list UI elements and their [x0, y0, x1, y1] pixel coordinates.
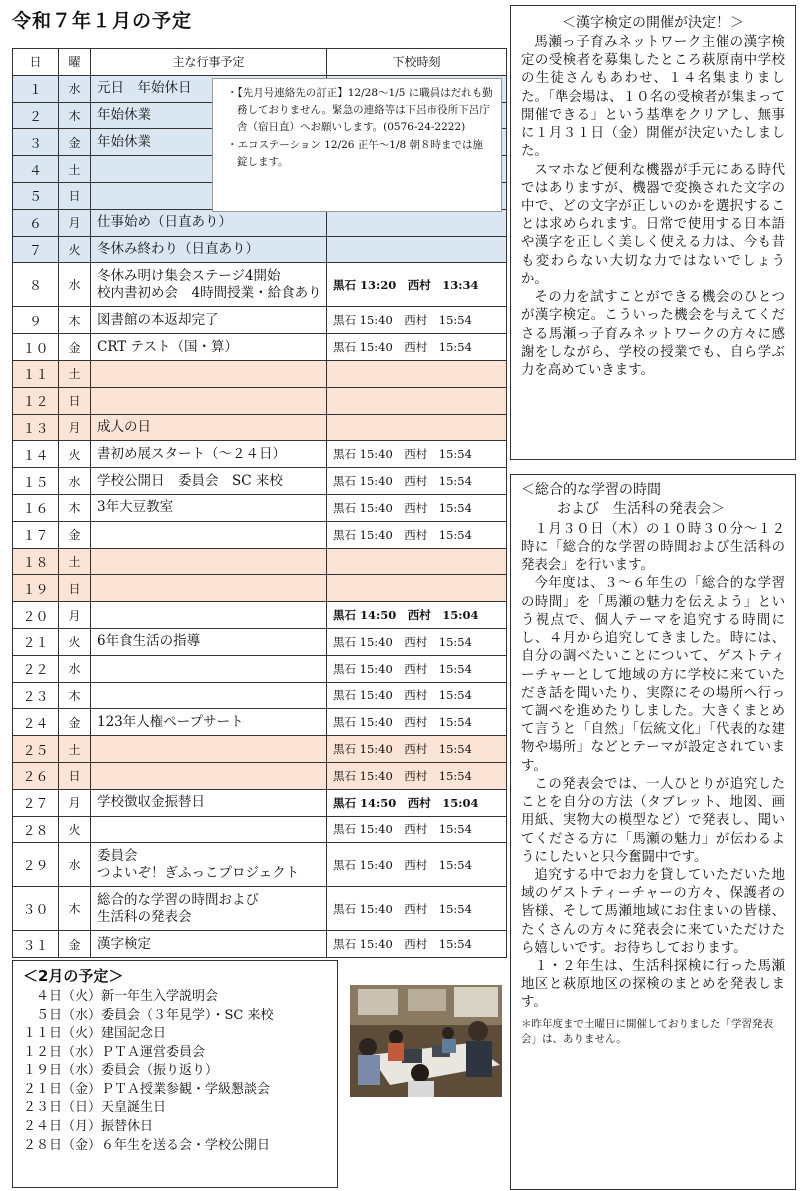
row-weekday: 火: [59, 816, 91, 843]
row-event: [91, 843, 327, 887]
table-header-row: [13, 49, 507, 76]
row-day: ２２: [13, 655, 59, 682]
row-event-main: 成人の日: [97, 419, 151, 436]
row-event: [91, 209, 327, 236]
row-event: [91, 736, 327, 763]
row-event: [91, 494, 327, 521]
row-dismissal: 黒石 15:40 西村 15:54: [327, 736, 507, 763]
table-row: [13, 843, 507, 887]
row-event-main: 年始休業: [97, 107, 151, 124]
row-day: １７: [13, 521, 59, 548]
row-day: ３０: [13, 887, 59, 931]
row-weekday: 日: [59, 762, 91, 789]
row-event-main: 123年人権ペープサート: [97, 713, 244, 730]
presentation-title-line2: および 生活科の発表会＞: [557, 500, 725, 517]
row-event: [91, 789, 327, 816]
table-row: [13, 655, 507, 682]
row-weekday: 月: [59, 602, 91, 629]
header-events: 主な行事予定: [91, 49, 327, 76]
row-event: [91, 236, 327, 263]
february-schedule-box: [12, 960, 338, 1188]
row-dismissal: 黒石 15:40 西村 15:54: [327, 468, 507, 495]
row-dismissal: 黒石 15:40 西村 15:54: [327, 307, 507, 334]
row-weekday: 水: [59, 843, 91, 887]
row-day: １４: [13, 441, 59, 468]
row-weekday: 土: [59, 736, 91, 763]
row-day: ２８: [13, 816, 59, 843]
row-event: [91, 602, 327, 629]
presentation-paragraph: 追究する中でお力を貸していただいた地域のゲストティーチャーの方々、保護者の皆様、そして馬瀬地域にお住まいの皆様、たくさんの方々に発表会に来ていただけたら嬉しいです。お待ちしております。: [521, 867, 785, 956]
row-weekday: 日: [59, 387, 91, 414]
row-weekday: 金: [59, 129, 91, 156]
presentation-paragraph: この発表会では、一人ひとりが追究したことを自分の方法（タブレット、地図、画用紙、実物大の模型など）で発表し、聞いてくださる方に「馬瀬の魅力」が伝わるようにしたいと只今奮闘中です。: [521, 776, 785, 865]
february-item: ２３日（日）天皇誕生日: [23, 1100, 167, 1116]
row-event: [91, 931, 327, 958]
presentation-paragraph: １・２年生は、生活科探検に行った馬瀬地区と萩原地区の探検のまとめを発表します。: [521, 959, 785, 1011]
row-weekday: 金: [59, 931, 91, 958]
row-day: １５: [13, 468, 59, 495]
row-event-main: 図書館の本返却完了: [97, 311, 219, 328]
row-day: １１: [13, 360, 59, 387]
row-day: ５: [13, 182, 59, 209]
row-weekday: 火: [59, 441, 91, 468]
row-weekday: 木: [59, 102, 91, 129]
table-row: [13, 334, 507, 361]
row-dismissal: 黒石 15:40 西村 15:54: [327, 682, 507, 709]
table-row: [13, 548, 507, 575]
row-event: [91, 628, 327, 655]
kanji-paragraph: その力を試すことができる機会のひとつが漢字検定。こういった機会を与えてくださる馬瀬っ子育みネットワークの方々に感謝をしながら、学校の授業でも、自ら学ぶ力を高めていきます。: [521, 290, 785, 378]
row-weekday: 火: [59, 628, 91, 655]
row-event-main: 学校公開日 委員会 SC 来校: [97, 472, 283, 489]
table-row: [13, 521, 507, 548]
row-weekday: 月: [59, 414, 91, 441]
row-dismissal: 黒石 15:40 西村 15:54: [327, 762, 507, 789]
notice-item: ・【先月号連絡先の訂正】12/28～1/5 に職員はだれも勤務しておりません。緊急の連絡等は下呂市役所下呂庁舎（宿日直）へお願いします。(0576-24-2222): [227, 87, 493, 133]
row-event-main: 学校徴収金振替日: [97, 794, 205, 811]
row-event-sub: つよいぞ！ぎふっこプロジェクト: [97, 864, 300, 881]
row-dismissal: 黒石 15:40 西村 15:54: [327, 887, 507, 931]
row-weekday: 金: [59, 334, 91, 361]
row-event-main: 総合的な学習の時間および: [97, 891, 259, 908]
table-row: [13, 387, 507, 414]
page-title: 令和７年１月の予定: [12, 10, 193, 32]
presentation-box: [510, 474, 796, 1190]
row-dismissal: 黒石 15:40 西村 15:54: [327, 628, 507, 655]
row-event: [91, 762, 327, 789]
presentation-paragraph: 今年度は、３～６年生の「総合的な学習の時間」を「馬瀬の魅力を伝えよう」という視点で、個人テーマを追究する時間にし、４月から追究してきました。時には、自分の調べたいことについて、ゲストティーチャーとして地域の方に学校に来ていただき話を聞いたり、実際にその場所へ行って調べを進めたりしました。大きくまとめて言うと「自然」「伝統文化」「代表的な建物や場所」などとテーマが設定されています。: [521, 576, 785, 774]
row-day: ２９: [13, 843, 59, 887]
row-event: [91, 441, 327, 468]
row-weekday: 木: [59, 682, 91, 709]
row-event: [91, 360, 327, 387]
row-weekday: 水: [59, 468, 91, 495]
header-day: 日: [13, 49, 59, 76]
row-event-main: 冬休み終わり（日直あり）: [97, 241, 259, 258]
row-dismissal: [327, 209, 507, 236]
table-row: [13, 789, 507, 816]
row-event-main: 6年食生活の指導: [97, 633, 201, 650]
notice-box: [212, 78, 502, 212]
row-event: [91, 816, 327, 843]
row-weekday: 金: [59, 521, 91, 548]
row-dismissal: [327, 575, 507, 602]
row-event: [91, 655, 327, 682]
february-item: ２１日（金）ＰＴＡ授業参観・学級懇談会: [23, 1081, 271, 1097]
table-row: [13, 762, 507, 789]
row-day: ２６: [13, 762, 59, 789]
row-day: １６: [13, 494, 59, 521]
row-event: [91, 468, 327, 495]
table-row: [13, 816, 507, 843]
february-item: ２８日（金）６年生を送る会・学校公開日: [23, 1137, 271, 1153]
row-event: [91, 263, 327, 307]
row-weekday: 水: [59, 263, 91, 307]
row-event-main: 元日 年始休日: [97, 80, 192, 97]
row-weekday: 火: [59, 236, 91, 263]
row-weekday: 日: [59, 575, 91, 602]
row-day: １３: [13, 414, 59, 441]
row-event: [91, 387, 327, 414]
row-weekday: 金: [59, 709, 91, 736]
row-weekday: 木: [59, 307, 91, 334]
row-event-main: 年始休業: [97, 133, 151, 150]
table-row: [13, 468, 507, 495]
row-event-main: 委員会: [97, 847, 138, 864]
row-day: ３: [13, 129, 59, 156]
row-event-main: CRT テスト（国・算）: [97, 338, 239, 355]
kanji-paragraph: 馬瀬っ子育みネットワーク主催の漢字検定の受検者を募集したところ萩原南中学校の生徒さんもあわせ、１４名集まりました。「準会場は、１０名の受検者が集まって開催できる」という基準をクリアし、無事に１月３１日（金）開催が決定いたしました。: [521, 35, 785, 160]
row-day: １０: [13, 334, 59, 361]
row-dismissal: [327, 387, 507, 414]
kanji-body: [521, 34, 785, 380]
february-item: ２４日（月）振替休日: [23, 1119, 154, 1135]
row-event: [91, 682, 327, 709]
row-dismissal: 黒石 15:40 西村 15:54: [327, 931, 507, 958]
row-event: [91, 887, 327, 931]
table-row: [13, 360, 507, 387]
row-day: ８: [13, 263, 59, 307]
row-dismissal: 黒石 14:50 西村 15:04: [327, 602, 507, 629]
row-event-main: 冬休み明け集会ステージ4開始: [97, 268, 281, 284]
row-event-main: 書初め展スタート（～２４日）: [97, 445, 286, 462]
row-day: １８: [13, 548, 59, 575]
february-item: ４日（火）新一年生入学説明会: [23, 989, 219, 1004]
row-day: ４: [13, 156, 59, 183]
row-day: ２７: [13, 789, 59, 816]
table-row: [13, 441, 507, 468]
notice-item: ・エコステーション 12/26 正午～1/8 朝８時までは施錠します。: [227, 139, 484, 169]
row-weekday: 土: [59, 156, 91, 183]
row-weekday: 木: [59, 887, 91, 931]
row-dismissal: 黒石 15:40 西村 15:54: [327, 816, 507, 843]
row-event: [91, 548, 327, 575]
row-event: [91, 307, 327, 334]
presentation-footnote: ＊昨年度まで土曜日に開催しておりました「学習発表会」は、ありません。: [521, 1017, 773, 1046]
row-event-main: 漢字検定: [97, 935, 151, 952]
row-weekday: 月: [59, 789, 91, 816]
row-event-sub: 校内書初め会 4時間授業・給食あり: [97, 284, 322, 301]
table-row: [13, 736, 507, 763]
row-weekday: 木: [59, 494, 91, 521]
february-item: １２日（水）ＰＴＡ運営委員会: [23, 1044, 206, 1060]
table-row: [13, 236, 507, 263]
row-dismissal: 黒石 15:40 西村 15:54: [327, 655, 507, 682]
kanji-title: ＜漢字検定の開催が決定！＞: [562, 15, 744, 31]
row-event-main: 仕事始め（日直あり）: [97, 214, 232, 231]
row-weekday: 土: [59, 360, 91, 387]
row-weekday: 月: [59, 209, 91, 236]
presentation-paragraph: １月３０日（木）の１０時３０分～１２時に「総合的な学習の時間および生活科の発表会」を行います。: [521, 521, 785, 574]
classroom-photo: [350, 985, 502, 1097]
row-event: [91, 334, 327, 361]
row-day: ２４: [13, 709, 59, 736]
row-dismissal: 黒石 15:40 西村 15:54: [327, 494, 507, 521]
row-day: ３１: [13, 931, 59, 958]
row-weekday: 水: [59, 75, 91, 102]
row-dismissal: 黒石 15:40 西村 15:54: [327, 709, 507, 736]
row-day: ２５: [13, 736, 59, 763]
row-dismissal: [327, 360, 507, 387]
row-event: [91, 414, 327, 441]
table-row: [13, 628, 507, 655]
row-dismissal: [327, 414, 507, 441]
row-dismissal: 黒石 15:40 西村 15:54: [327, 441, 507, 468]
row-dismissal: 黒石 14:50 西村 15:04: [327, 789, 507, 816]
row-event: [91, 575, 327, 602]
row-dismissal: 黒石 15:40 西村 15:54: [327, 334, 507, 361]
row-day: ６: [13, 209, 59, 236]
table-row: [13, 931, 507, 958]
table-row: [13, 709, 507, 736]
table-row: [13, 209, 507, 236]
row-day: ２０: [13, 602, 59, 629]
february-item: １１日（火）建国記念日: [23, 1026, 167, 1042]
row-dismissal: 黒石 15:40 西村 15:54: [327, 521, 507, 548]
row-event: [91, 709, 327, 736]
kanji-test-box: [510, 5, 796, 460]
header-dismissal: 下校時刻: [327, 49, 507, 76]
row-event-main: 3年大豆教室: [97, 499, 174, 516]
row-weekday: 日: [59, 182, 91, 209]
table-row: [13, 575, 507, 602]
table-row: [13, 494, 507, 521]
row-day: １: [13, 75, 59, 102]
row-event-sub: 生活科の発表会: [97, 908, 192, 925]
row-day: ２: [13, 102, 59, 129]
february-list: [23, 988, 327, 1155]
row-weekday: 土: [59, 548, 91, 575]
presentation-title: [521, 481, 785, 519]
table-row: [13, 307, 507, 334]
row-day: ２１: [13, 628, 59, 655]
row-day: １２: [13, 387, 59, 414]
february-item: ５日（水）委員会（３年見学）・SC 来校: [23, 1007, 274, 1023]
row-weekday: 水: [59, 655, 91, 682]
row-dismissal: 黒石 13:20 西村 13:34: [327, 263, 507, 307]
table-row: [13, 602, 507, 629]
table-row: [13, 887, 507, 931]
header-weekday: 曜: [59, 49, 91, 76]
presentation-body: [521, 521, 785, 1013]
row-dismissal: [327, 548, 507, 575]
table-row: [13, 414, 507, 441]
row-day: ７: [13, 236, 59, 263]
row-day: ９: [13, 307, 59, 334]
february-title: ＜2月の予定＞: [23, 967, 124, 985]
table-row: [13, 682, 507, 709]
presentation-title-line1: ＜総合的な学習の時間: [521, 482, 661, 498]
kanji-paragraph: スマホなど便利な機器が手元にある時代ではありますが、機器で変換された文字の中で、どの文字が正しいのかを選択することは求められます。日常で使用する日本語や漢字を正しく美しく使える力は、今も昔も変わらない大切な力ではないでしょうか。: [521, 162, 785, 287]
row-day: ２３: [13, 682, 59, 709]
february-item: １９日（水）委員会（振り返り）: [23, 1063, 219, 1079]
row-event: [91, 521, 327, 548]
row-day: １９: [13, 575, 59, 602]
row-dismissal: 黒石 15:40 西村 15:54: [327, 843, 507, 887]
row-dismissal: [327, 236, 507, 263]
table-row: [13, 263, 507, 307]
classroom-photo-image: [350, 985, 502, 1097]
